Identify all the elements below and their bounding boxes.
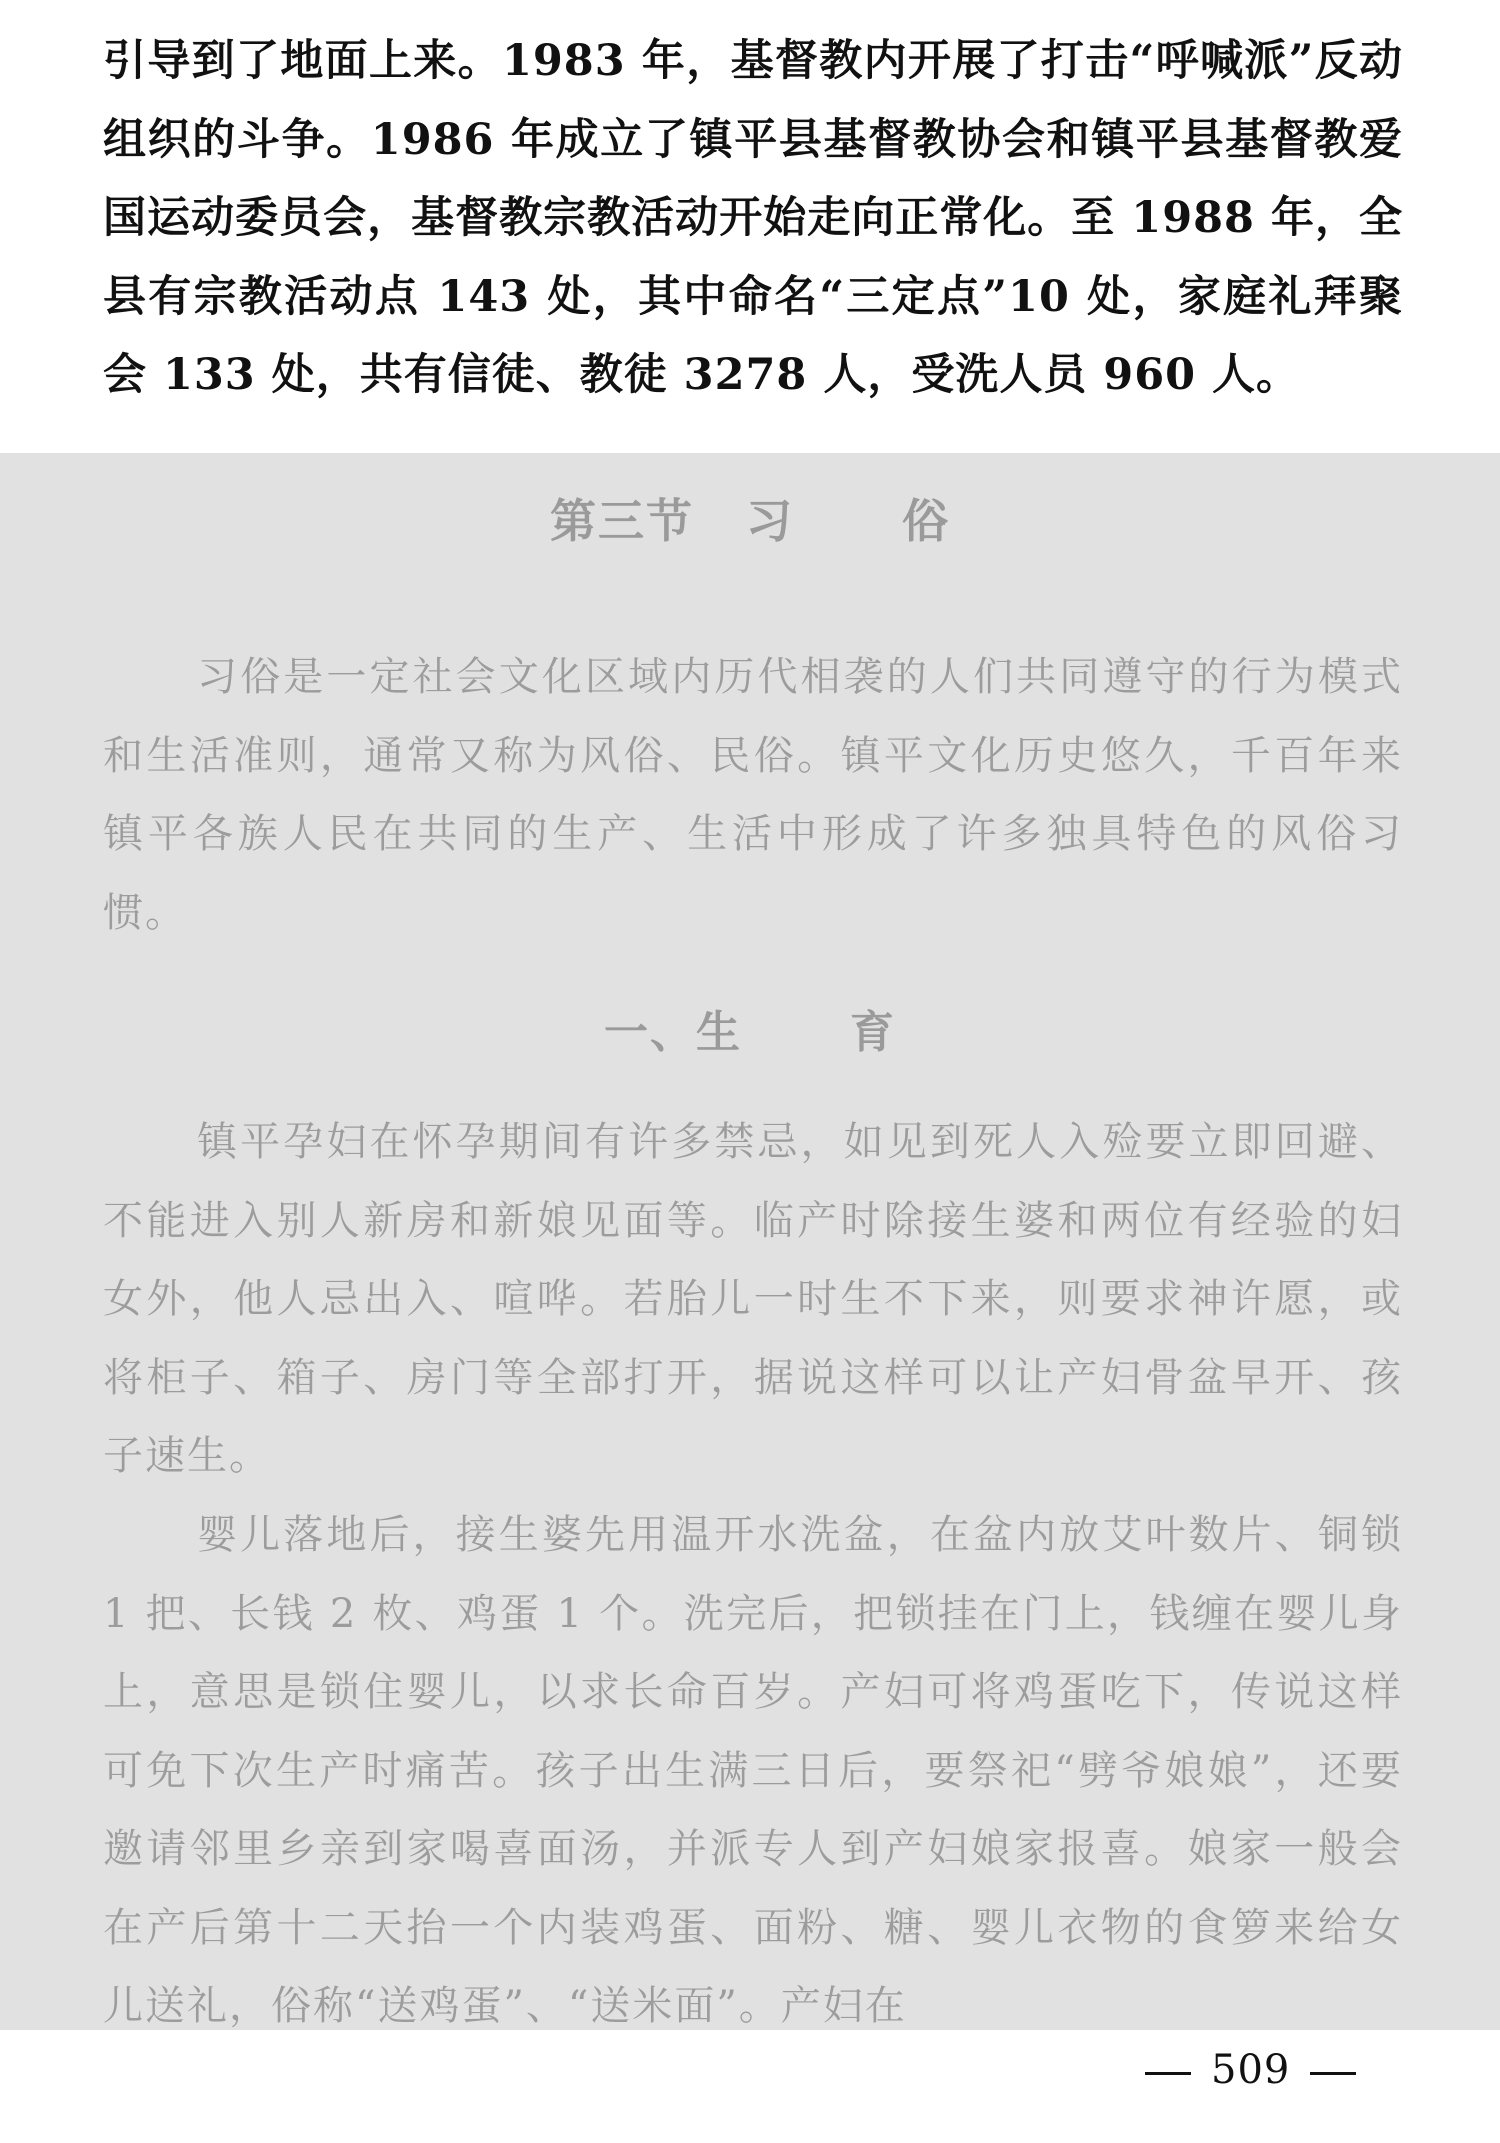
subsection-title-number: 一、生 xyxy=(604,1007,742,1058)
section-title-char-2: 俗 xyxy=(902,494,950,548)
top-paragraph: 引导到了地面上来。1983 年，基督教内开展了打击“呼喊派”反动组织的斗争。1986 年成立了镇平县基督教协会和镇平县基督教爱国运动委员会，基督教宗教活动开始走向正常化。至 1988 年，全县有宗教活动点 143 处，其中命名“三定点”10 处，家庭礼拜聚会 133 处，共有信徒、教徒 3278 人，受洗人员 960 人。 xyxy=(103,36,1403,400)
section-title xyxy=(0,485,1500,551)
section-intro-paragraph: 习俗是一定社会文化区域内历代相袭的人们共同遵守的行为模式和生活准则，通常又称为风俗、民俗。镇平文化历史悠久，千百年来镇平各族人民在共同的生产、生活中形成了许多独具特色的风俗习惯。 xyxy=(103,654,1403,936)
subsection-paragraph: 镇平孕妇在怀孕期间有许多禁忌，如见到死人入殓要立即回避、不能进入别人新房和新娘见面等。临产时除接生婆和两位有经验的妇女外，他人忌出入、喧哗。若胎儿一时生不下来，则要求神许愿，或将柜子、箱子、房门等全部打开，据说这样可以让产妇骨盆早开、孩子速生。 xyxy=(103,1119,1403,1479)
page-number-dash-right xyxy=(1310,2072,1356,2075)
section-title-char-1: 习 xyxy=(746,494,794,548)
page-number-dash-left xyxy=(1145,2072,1191,2075)
top-section xyxy=(0,0,1500,453)
section-title-number: 第三节 xyxy=(550,494,694,548)
subsection-paragraph: 婴儿落地后，接生婆先用温开水洗盆，在盆内放艾叶数片、铜锁 1 把、长钱 2 枚、鸡蛋 1 个。洗完后，把锁挂在门上，钱缠在婴儿身上，意思是锁住婴儿，以求长命百岁。产妇可将鸡蛋吃下，传说这样可免下次生产时痛苦。孩子出生满三日后，要祭祀“劈爷娘娘”，还要邀请邻里乡亲到家喝喜面汤，并派专人到产妇娘家报喜。娘家一般会在产后第十二天抬一个内装鸡蛋、面粉、糖、婴儿衣物的食箩来给女儿送礼，俗称“送鸡蛋”、“送米面”。产妇在 xyxy=(103,1512,1403,2029)
page-number xyxy=(1145,2047,1356,2093)
subsection-title-char: 育 xyxy=(850,1007,896,1058)
subsection-title xyxy=(0,996,1500,1060)
page-number-text: 509 xyxy=(1211,2047,1291,2093)
